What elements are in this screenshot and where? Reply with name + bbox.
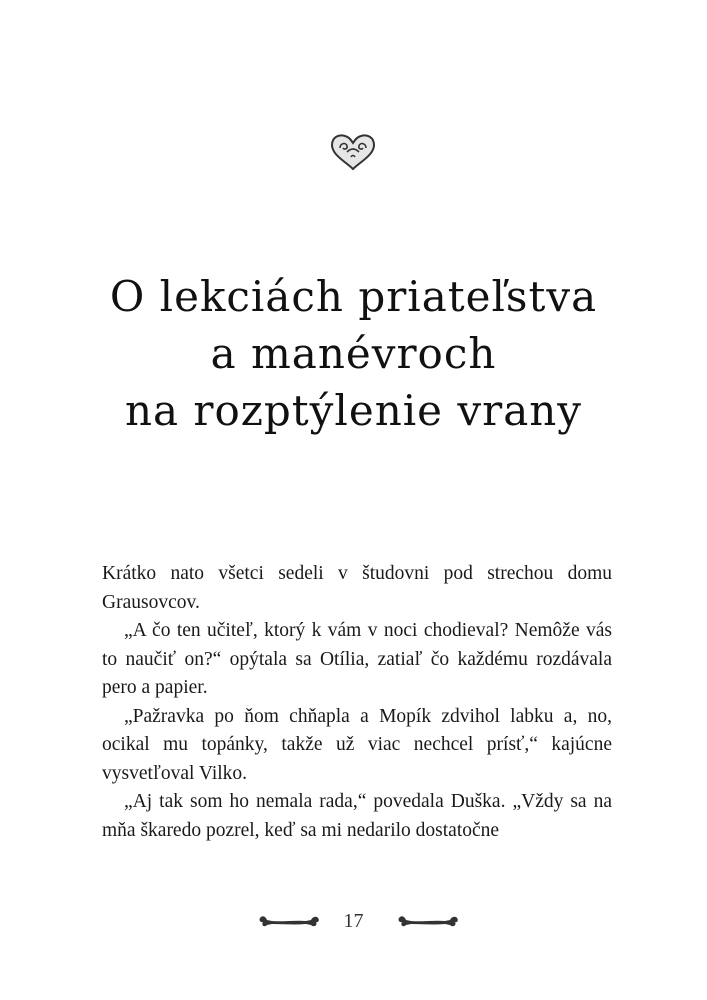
chapter-title-line: a manévroch: [210, 329, 497, 378]
bone-icon: [258, 913, 320, 931]
chapter-title: [60, 268, 647, 439]
bone-icon: [397, 913, 459, 931]
paragraph: „A čo ten učiteľ, ktorý k vám v noci chodieval? Nemôže vás to naučiť on?“ opýtala sa Otília, zatiaľ čo každému rozdávala pero a papier.: [102, 620, 612, 698]
paragraph: „Aj tak som ho nemala rada,“ povedala Duška. „Vždy sa na mňa škaredo pozrel, keď sa mi nedarilo dostatočne: [102, 791, 612, 841]
page-footer: [0, 905, 707, 945]
chapter-body-text: [102, 560, 612, 845]
paragraph: „Pažravka po ňom chňapla a Mopík zdvihol labku a, no, ocikal mu topánky, takže už viac nechcel prísť,“ kajúcne vysvetľoval Vilko.: [102, 705, 612, 784]
heart-ornament-icon: [329, 132, 377, 172]
paragraph: Krátko nato všetci sedeli v študovni pod strechou domu Grausovcov.: [102, 563, 612, 613]
chapter-title-line: O lekciách priateľstva: [109, 272, 598, 321]
page-number: 17: [343, 910, 364, 932]
chapter-title-line: na rozptýlenie vrany: [124, 386, 583, 435]
